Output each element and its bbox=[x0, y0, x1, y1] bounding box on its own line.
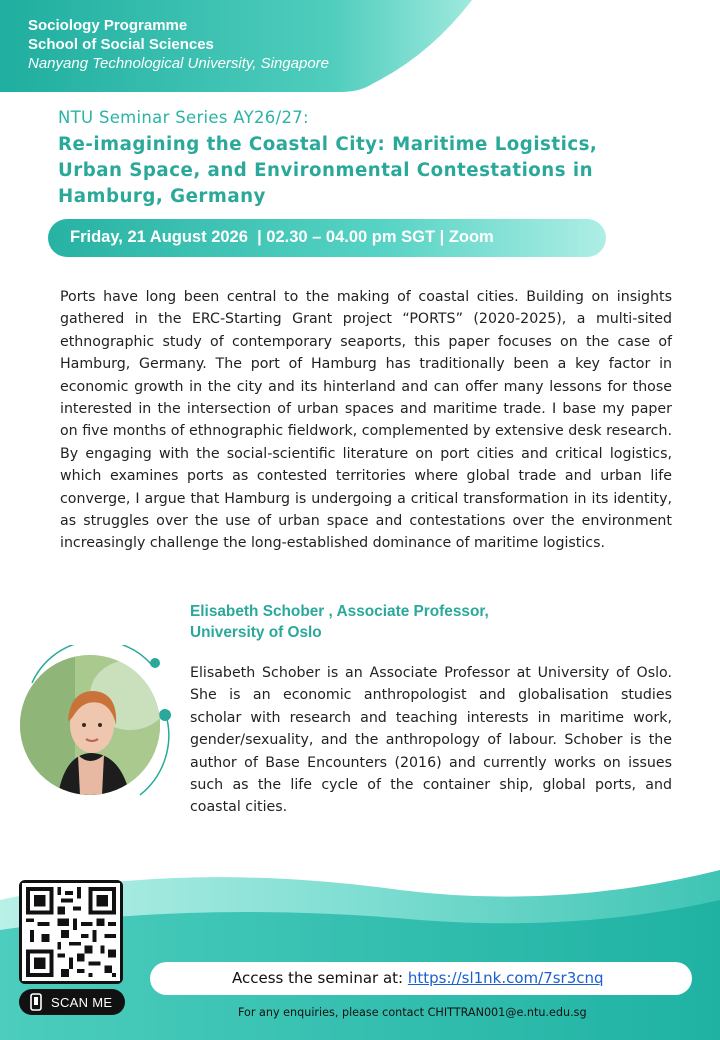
access-text bbox=[232, 969, 604, 987]
header-banner bbox=[0, 0, 480, 92]
access-label: Access the seminar at: bbox=[232, 969, 408, 987]
date-time-bar bbox=[48, 219, 606, 257]
scan-me-label: SCAN ME bbox=[51, 995, 113, 1010]
speaker-heading bbox=[190, 601, 489, 643]
scan-me-badge bbox=[19, 989, 125, 1015]
contact-text: For any enquiries, please contact CHITTRAN001@e.ntu.edu.sg bbox=[238, 1006, 587, 1019]
qr-code-pattern bbox=[22, 883, 120, 981]
abstract-text: Ports have long been central to the making of coastal cities. Building on insights gathered in the ERC-Starting Grant project “PORTS” (2020-2025), a multi-sited ethnographic study of contemporary seaports, this paper focuses on the case of Hamburg, Germany. The port of Hamburg has traditionally been a key factor in economic growth in the city and its hinterland and can offer many lessons for those interested in the intersection of urban spaces and maritime trade. I base my paper on five months of ethnographic fieldwork, complemented by extensive desk research. By engaging with the social-scientific literature on port cities and critical logistics, which examines ports as contested territories where global trade and urban life converge, I argue that Hamburg is undergoing a critical transformation in its identity, as struggles over the use of urban space and contestations over the environment increasingly challenge the long-established dominance of maritime logistics. bbox=[60, 289, 672, 552]
speaker-photo bbox=[20, 655, 160, 795]
speaker-affiliation: University of Oslo bbox=[190, 624, 322, 641]
university-name: Nanyang Technological University, Singapore bbox=[28, 55, 330, 72]
seminar-title bbox=[58, 132, 678, 210]
qr-code[interactable] bbox=[19, 880, 123, 984]
title-line: Urban Space, and Environmental Contestations in bbox=[58, 160, 594, 181]
programme-name: Sociology Programme bbox=[28, 17, 188, 34]
speaker-portrait-illustration bbox=[20, 655, 160, 795]
speaker-photo-frame bbox=[12, 645, 172, 805]
phone-icon bbox=[29, 993, 43, 1011]
seminar-link[interactable]: https://sl1nk.com/7sr3cnq bbox=[407, 969, 604, 987]
title-line: Re-imagining the Coastal City: Maritime Logistics, bbox=[58, 134, 598, 155]
seminar-series: NTU Seminar Series AY26/27: bbox=[58, 108, 309, 127]
speaker-bio: Elisabeth Schober is an Associate Professor at University of Oslo. She is an economic anthropologist and globalisation studies scholar with research and teaching interests in maritime work, gender/sexuality, and the anthropology of labour. Schober is the author of Base Encounters (2016) and currently works on issues such as the life cycle of the container ship, global ports, and coastal cities. bbox=[190, 665, 672, 816]
date-time-text: Friday, 21 August 2026 | 02.30 – 04.00 pm SGT | Zoom bbox=[70, 228, 494, 246]
access-bar bbox=[150, 962, 692, 995]
speaker-name: Elisabeth Schober , Associate Professor, bbox=[190, 603, 489, 620]
school-name: School of Social Sciences bbox=[28, 36, 214, 53]
header-text bbox=[28, 16, 329, 73]
title-line: Hamburg, Germany bbox=[58, 186, 266, 207]
